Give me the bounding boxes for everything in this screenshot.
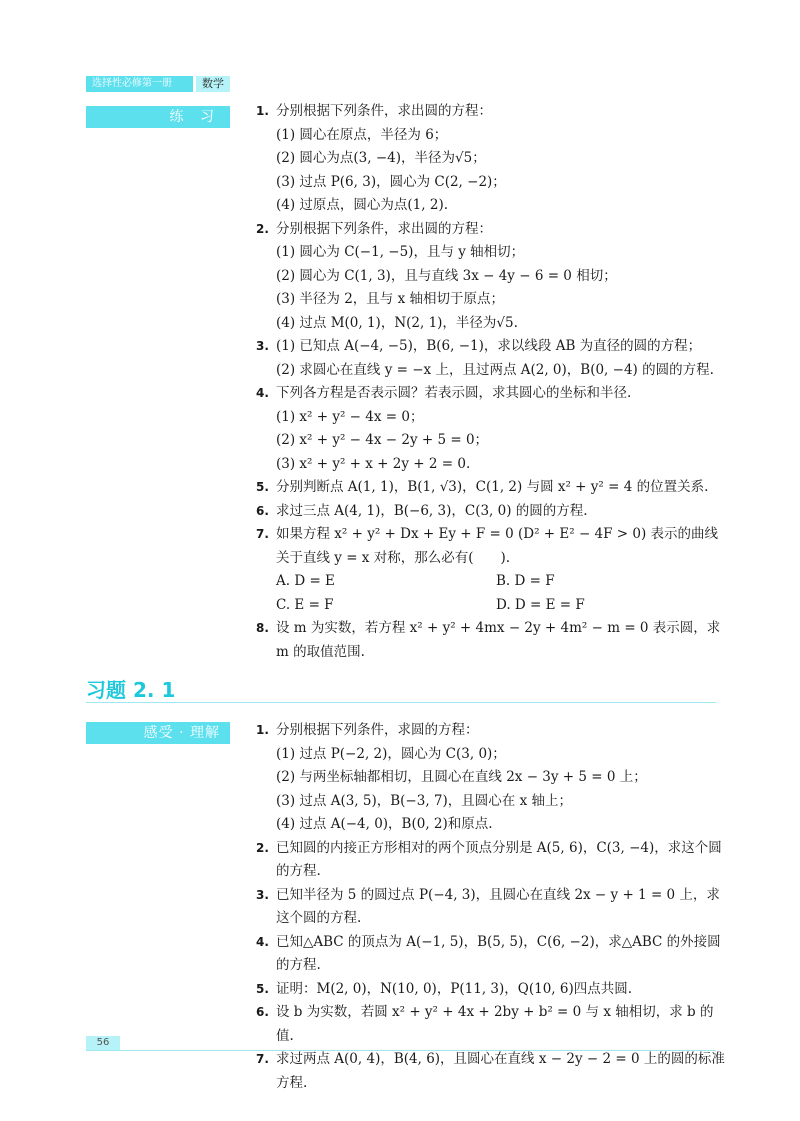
practice-banner: 练 习 <box>86 106 230 128</box>
question-item <box>256 884 726 931</box>
question-stem: 已知圆的内接正方形相对的两个顶点分别是 A(5, 6)，C(3, −4)，求这个圆的方程. <box>276 839 722 879</box>
question-item <box>256 476 726 500</box>
question-stem: 设 m 为实数，若方程 x² + y² + 4mx − 2y + 4m² − m = 0 表示圆，求 m 的取值范围. <box>276 620 721 660</box>
question-stem: 分别根据下列条件，求出圆的方程： <box>276 220 492 237</box>
question-number: 2. <box>256 840 269 855</box>
sub-question: (1) 过点 P(−2, 2)，圆心为 C(3, 0)； <box>276 745 506 762</box>
question-number: 2. <box>256 221 269 236</box>
question-item <box>256 978 726 1002</box>
sub-question: (4) 过点 M(0, 1)，N(2, 1)，半径为√5. <box>276 314 518 331</box>
sub-question: (2) 圆心为点(3, −4)，半径为√5； <box>276 150 486 166</box>
question-item <box>256 523 726 617</box>
page-footer <box>86 1036 716 1051</box>
question-item <box>256 837 726 884</box>
answer-options <box>276 570 726 617</box>
running-header <box>86 76 230 92</box>
question-item <box>256 382 726 476</box>
answer-option: C. E = F <box>276 596 334 613</box>
question-number: 6. <box>256 1005 269 1019</box>
question-item <box>256 500 726 524</box>
question-stem: 求过三点 A(4, 1)，B(−6, 3)，C(3, 0) 的圆的方程. <box>276 502 588 519</box>
question-number: 5. <box>256 981 269 996</box>
answer-option: A. D = E <box>276 573 335 589</box>
question-stem: 分别判断点 A(1, 1)，B(1, √3)，C(1, 2) 与圆 x² + y² = 4 的位置关系. <box>276 479 709 495</box>
sub-question: (3) x² + y² + x + 2y + 2 = 0. <box>276 455 471 472</box>
question-number: 4. <box>256 934 269 949</box>
subject-label: 数学 <box>196 76 230 92</box>
section-title: 习题 2. 1 <box>86 678 176 702</box>
question-number: 5. <box>256 480 269 494</box>
sub-question: (3) 过点 P(6, 3)，圆心为 C(2, −2)； <box>276 173 506 190</box>
page-number: 56 <box>86 1036 120 1050</box>
question-stem: 已知半径为 5 的圆过点 P(−4, 3)，且圆心在直线 2x − y + 1 = 0 上，求这个圆的方程. <box>276 886 720 926</box>
question-number: 7. <box>256 527 269 541</box>
question-number: 4. <box>256 386 269 400</box>
question-stem: 下列各方程是否表示圆？若表示圆，求其圆心的坐标和半径. <box>276 385 632 401</box>
question-item <box>256 100 726 218</box>
answer-option: B. D = F <box>496 573 555 589</box>
question-stem: 证明：M(2, 0)，N(10, 0)，P(11, 3)，Q(10, 6)四点共圆. <box>276 980 633 997</box>
sub-question: (3) 半径为 2，且与 x 轴相切于原点； <box>276 291 504 307</box>
sub-question: (1) x² + y² − 4x = 0； <box>276 408 424 425</box>
practice-question-list <box>256 100 726 664</box>
question-number: 3. <box>256 339 269 353</box>
question-item <box>256 335 726 382</box>
sub-question: (1) 圆心在原点，半径为 6； <box>276 126 448 143</box>
question-stem: (1) 已知点 A(−4, −5)，B(6, −1)，求以线段 AB 为直径的圆的方程； <box>276 338 702 354</box>
question-item <box>256 931 726 978</box>
question-item <box>256 719 726 837</box>
exercise-banner: 感受 · 理解 <box>86 722 230 744</box>
book-series-tag: 选择性必修第一册 <box>86 76 193 92</box>
question-stem: 如果方程 x² + y² + Dx + Ey + F = 0 (D² + E² − 4F > 0) 表示的曲线关于直线 y = x 对称，那么必有( ). <box>276 526 719 566</box>
question-stem: 设 b 为实数，若圆 x² + y² + 4x + 2by + b² = 0 与 x 轴相切，求 b 的值. <box>276 1004 714 1044</box>
sub-question: (3) 过点 A(3, 5)，B(−3, 7)，且圆心在 x 轴上； <box>276 792 572 809</box>
question-number: 6. <box>256 503 269 518</box>
question-stem: 已知△ABC 的顶点为 A(−1, 5)，B(5, 5)，C(6, −2)，求△ABC 的外接圆的方程. <box>276 933 721 973</box>
sub-question: (4) 过原点，圆心为点(1, 2). <box>276 197 448 213</box>
question-stem: 分别根据下列条件，求圆的方程： <box>276 722 479 738</box>
question-number: 3. <box>256 887 269 902</box>
question-item <box>256 1048 726 1095</box>
sub-question: (2) 圆心为 C(1, 3)，且与直线 3x − 4y − 6 = 0 相切； <box>276 267 617 284</box>
sub-question: (2) 求圆心在直线 y = −x 上，且过两点 A(2, 0)，B(0, −4) 的圆的方程. <box>276 361 714 378</box>
question-item <box>256 218 726 336</box>
sub-question: (2) 与两坐标轴都相切，且圆心在直线 2x − 3y + 5 = 0 上； <box>276 769 647 785</box>
sub-question: (4) 过点 A(−4, 0)，B(0, 2)和原点. <box>276 816 493 832</box>
question-number: 7. <box>256 1052 269 1066</box>
question-stem: 求过两点 A(0, 4)，B(4, 6)，且圆心在直线 x − 2y − 2 = 0 上的圆的标准方程. <box>276 1051 725 1091</box>
question-number: 8. <box>256 621 269 635</box>
answer-option: D. D = E = F <box>496 596 585 613</box>
question-number: 1. <box>256 723 269 737</box>
sub-question: (2) x² + y² − 4x − 2y + 5 = 0； <box>276 432 489 448</box>
question-number: 1. <box>256 104 269 118</box>
question-item <box>256 617 726 664</box>
sub-question: (1) 圆心为 C(−1, −5)，且与 y 轴相切； <box>276 244 525 260</box>
section-divider <box>86 702 716 703</box>
question-stem: 分别根据下列条件，求出圆的方程： <box>276 103 492 119</box>
